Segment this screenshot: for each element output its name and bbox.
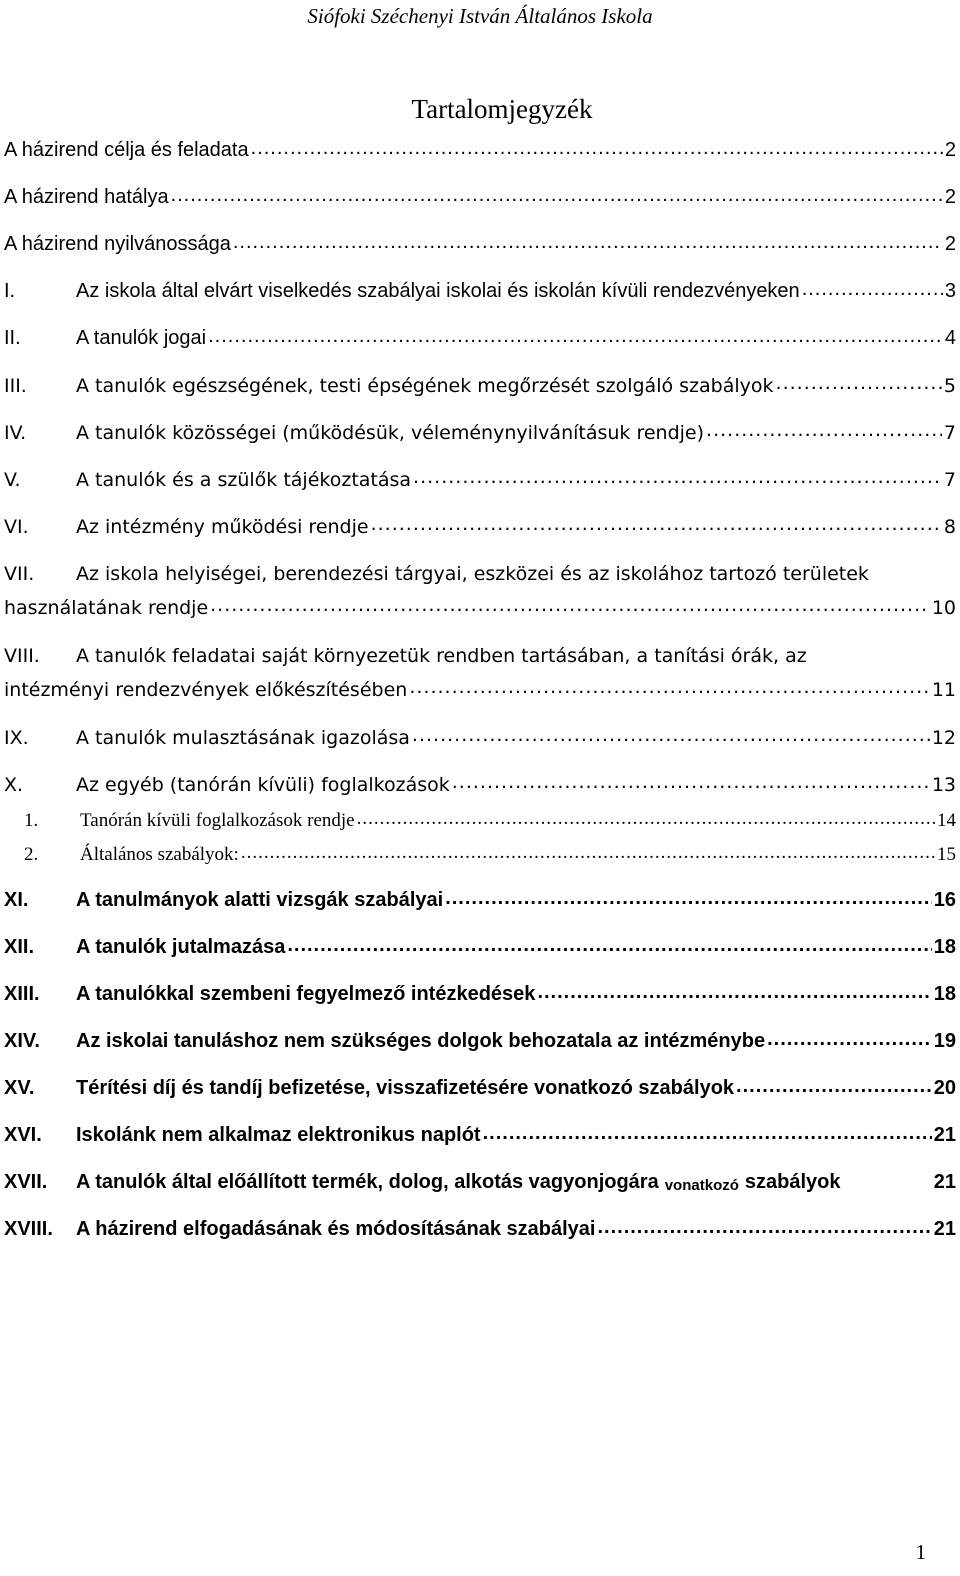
toc-entry-number: XVIII. [4, 1218, 53, 1240]
toc-entry-title: A házirend hatálya [4, 186, 169, 208]
toc-leader-dots [412, 726, 930, 745]
toc-subentry[interactable] [4, 798, 956, 832]
toc-leader-dots [445, 888, 932, 908]
toc-entry-title: A tanulók jutalmazása [76, 936, 286, 958]
toc-entry[interactable] [4, 878, 956, 912]
toc-entry[interactable] [4, 222, 956, 256]
page-header: Siófoki Széchenyi István Általános Iskola [307, 4, 653, 28]
toc-entry-title-continued: használatának rendje [4, 597, 209, 619]
toc-leader-dots [706, 421, 942, 440]
toc-leader-dots [736, 1076, 932, 1096]
toc-entry[interactable] [4, 457, 956, 491]
toc-entry[interactable] [4, 175, 956, 209]
toc-entry[interactable] [4, 925, 956, 959]
toc-entry-page: 3 [944, 280, 956, 302]
toc-entry-title: A tanulmányok alatti vizsgák szabályai [76, 889, 444, 911]
toc-entry[interactable] [4, 1066, 956, 1100]
toc-entry-number: I. [4, 280, 16, 302]
toc-leader-dots [409, 678, 929, 697]
toc-entry-number: VIII. [4, 645, 40, 667]
toc-entry-number: III. [4, 375, 27, 397]
toc-entry-number: XIV. [4, 1030, 40, 1052]
toc-entry[interactable] [4, 1207, 956, 1241]
toc-leader-dots [371, 515, 942, 534]
toc-entry-number: VII. [4, 563, 35, 585]
toc-entry[interactable] [4, 504, 956, 538]
toc-leader-dots [251, 138, 943, 158]
toc-entry-page: 7 [943, 469, 956, 491]
toc-entry-title: A tanulók mulasztásának igazolása [76, 727, 410, 749]
toc-entry-number: XII. [4, 936, 35, 958]
toc-entry-page: 21 [933, 1171, 956, 1193]
toc-leader-dots [171, 185, 943, 205]
toc-entry-title: A házirend elfogadásának és módosításának szabályai [76, 1218, 596, 1240]
toc-entry-title: A tanulók által előállított termék, dolog, alkotás vagyonjogára [76, 1171, 659, 1193]
toc-entry-title: Általános szabályok: [80, 844, 239, 865]
toc-entry-title: Térítési díj és tandíj befizetése, visszafizetésére vonatkozó szabályok [76, 1077, 735, 1099]
toc-entry-title: Az iskolai tanuláshoz nem szükséges dolgok behozatala az intézménybe [76, 1030, 766, 1052]
toc-entry-number: X. [4, 774, 24, 796]
toc-entry-number: II. [4, 327, 21, 349]
toc-entry[interactable] [4, 633, 956, 703]
toc-entry-page: 2 [944, 186, 956, 208]
toc-entry-title: A tanulók és a szülők tájékoztatása [76, 469, 412, 491]
toc-entry-number: XVI. [4, 1124, 42, 1146]
toc-entry-title: Iskolánk nem alkalmaz elektronikus naplót [76, 1124, 481, 1146]
toc-entry-title: Az iskola által elvárt viselkedés szabályai iskolai és iskolán kívüli rendezvényeken [76, 280, 800, 302]
toc-entry-page: 12 [931, 727, 956, 749]
toc-leader-dots [241, 843, 935, 862]
toc-entry-number: VI. [4, 516, 29, 538]
toc-leader-dots [357, 809, 935, 828]
toc-entry[interactable] [4, 762, 956, 796]
toc-entry[interactable] [4, 972, 956, 1006]
toc-leader-dots [233, 232, 943, 252]
toc-entry-number: 1. [24, 810, 39, 831]
toc-entry-title: A tanulók egészségének, testi épségének megőrzését szolgáló szabályok [76, 375, 774, 397]
toc-entry-number: IX. [4, 727, 29, 749]
toc-entry-title: Az iskola helyiségei, berendezési tárgyai, eszközei és az iskolához tartozó területek [76, 563, 869, 585]
toc-title: Tartalomjegyzék [411, 94, 593, 124]
toc-entry[interactable] [4, 316, 956, 350]
toc-entry-title: A tanulók közösségei (működésük, véleménynyilvánításuk rendje) [76, 422, 705, 444]
toc-entry-number: 2. [24, 844, 39, 865]
toc-leader-dots [802, 279, 943, 299]
toc-entry[interactable] [4, 128, 956, 162]
toc-entry-page: 21 [933, 1218, 956, 1240]
toc-leader-dots [483, 1123, 932, 1143]
page-number: 1 [915, 1540, 926, 1564]
toc-entry-title: Az egyéb (tanórán kívüli) foglalkozások [76, 774, 450, 796]
toc-leader-dots [208, 326, 943, 346]
toc-entry-page: 19 [933, 1030, 956, 1052]
toc-entry-page: 20 [933, 1077, 956, 1099]
toc-entry[interactable] [4, 269, 956, 303]
toc-entry-title: Tanórán kívüli foglalkozások rendje [80, 810, 355, 831]
toc-entry[interactable] [4, 551, 956, 621]
toc-entry-title-continued: intézményi rendezvények előkészítésében [4, 679, 408, 701]
toc-entry-number: IV. [4, 422, 27, 444]
toc-entry-title: A házirend nyilvánossága [4, 233, 231, 255]
toc-entry-page: 14 [937, 810, 956, 831]
toc-leader-dots [210, 596, 930, 615]
toc-entry-page: 13 [931, 774, 956, 796]
toc-entry-title-end: szabályok [744, 1171, 841, 1193]
toc-entry-number: XI. [4, 889, 29, 911]
toc-entry-page: 4 [944, 327, 956, 349]
toc-entry-title-small: vonatkozó [664, 1177, 739, 1194]
toc-entry[interactable] [4, 410, 956, 444]
toc-leader-dots [597, 1217, 931, 1237]
toc-entry-number: XIII. [4, 983, 40, 1005]
toc-leader-dots [413, 468, 942, 487]
toc-leader-dots [452, 773, 930, 792]
toc-leader-dots [767, 1029, 932, 1049]
toc-leader-dots [537, 982, 931, 1002]
toc-entry-title: A tanulók jogai [76, 327, 207, 349]
toc-entry-title: A tanulókkal szembeni fegyelmező intézkedések [76, 983, 536, 1005]
toc-entry-page: 18 [933, 936, 956, 958]
toc-entry-page: 16 [933, 889, 956, 911]
toc-entry-page: 15 [937, 844, 956, 865]
toc-entry[interactable] [4, 1160, 956, 1194]
toc-entry-page: 2 [944, 139, 956, 161]
toc-entry-number: V. [4, 469, 21, 491]
toc-entry[interactable] [4, 1113, 956, 1147]
toc-entry-page: 2 [944, 233, 956, 255]
toc-entry-number: XV. [4, 1077, 35, 1099]
toc-entry-title: A tanulók feladatai saját környezetük rendben tartásában, a tanítási órák, az [76, 645, 807, 667]
toc-subentry[interactable] [4, 832, 956, 866]
toc-entry[interactable] [4, 1019, 956, 1053]
toc-entry-number: XVII. [4, 1171, 48, 1193]
toc-entry-title: A házirend célja és feladata [4, 139, 249, 161]
toc-entry-page: 21 [933, 1124, 956, 1146]
toc-entry-page: 10 [931, 597, 956, 619]
toc-leader-dots [776, 374, 942, 393]
toc-entry-title: Az intézmény működési rendje [76, 516, 369, 538]
toc-entry[interactable] [4, 363, 956, 397]
toc-entry-page: 7 [943, 422, 956, 444]
toc-entry-page: 5 [943, 375, 956, 397]
toc-entry-page: 11 [931, 679, 956, 701]
toc-entry-page: 8 [943, 516, 956, 538]
toc-entry[interactable] [4, 715, 956, 749]
toc-entry-page: 18 [933, 983, 956, 1005]
toc-leader-dots [287, 935, 931, 955]
